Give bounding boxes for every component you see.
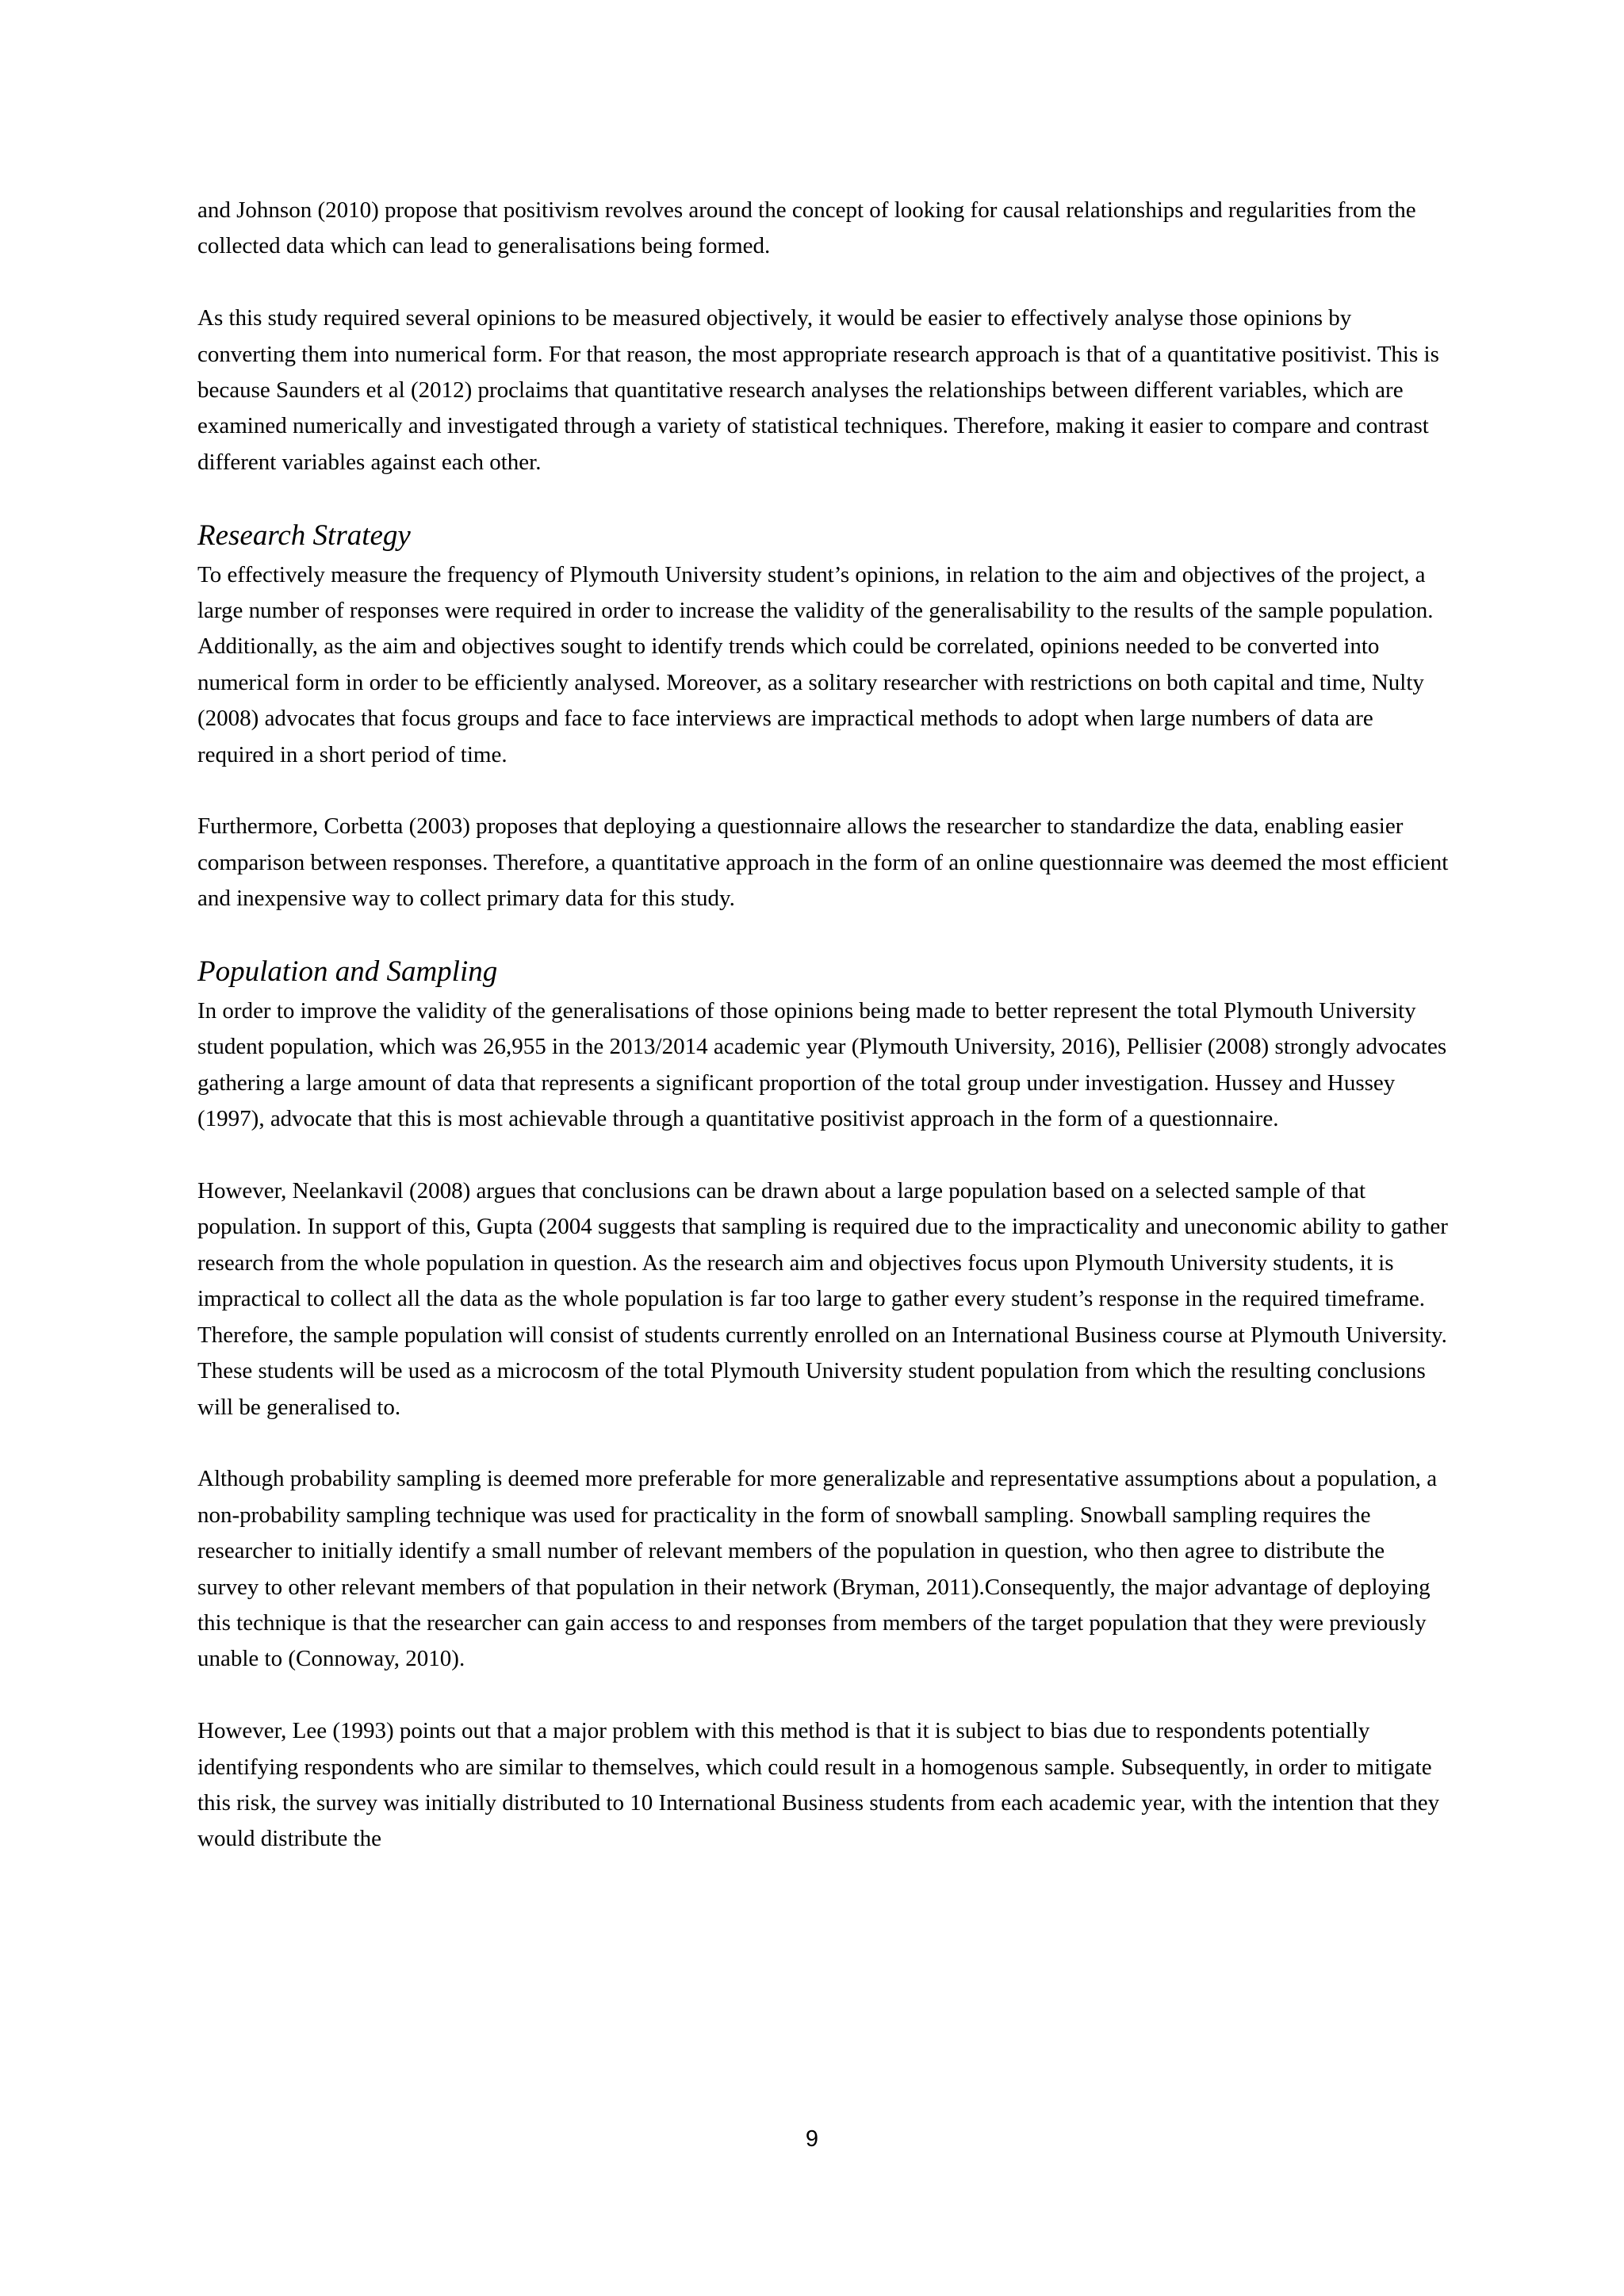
population-sampling-paragraph-1: In order to improve the validity of the generalisations of those opinions being made to better represent the total Plymouth University student population, which was 26,955 in the 2013/2014 academic year (Plymouth University, 2016), Pellisier (2008) strongly advocates gathering a large amount of data that represents a significant proportion of the total group under investigation. Hussey and Hussey (1997), advocate that this is most achievable through a quantitative positivist approach in the form of a questionnaire. (197, 998, 1447, 1132)
research-strategy-paragraph-1: To effectively measure the frequency of Plymouth University student’s opinions, in relation to the aim and objectives of the project, a large number of responses were required in order to increase the validity of the generalisability to the results of the sample population. Additionally, as the aim and objectives sought to identify trends which could be correlated, opinions needed to be converted into numerical form in order to be efficiently analysed. Moreover, as a solitary researcher with restrictions on both capital and time, Nulty (2008) advocates that focus groups and face to face interviews are impractical methods to adopt when large numbers of data are required in a short period of time. (197, 561, 1434, 767)
page-body (197, 193, 1450, 1893)
page-number: 9 (805, 2126, 819, 2152)
intro-paragraph-1: and Johnson (2010) propose that positivism revolves around the concept of looking for causal relationships and regularities from the collected data which can lead to generalisations being formed. (197, 197, 1416, 259)
research-strategy-paragraph-2: Furthermore, Corbetta (2003) proposes that deploying a questionnaire allows the researcher to standardize the data, enabling easier comparison between responses. Therefore, a quantitative approach in the form of an online questionnaire was deemed the most efficient and inexpensive way to collect primary data for this study. (197, 813, 1449, 912)
heading-research-strategy: Research Strategy (197, 519, 411, 552)
intro-paragraph-2: As this study required several opinions to be measured objectively, it would be easier to effectively analyse those opinions by converting them into numerical form. For that reason, the most appropriate research approach is that of a quantitative positivist. This is because Saunders et al (2012) proclaims that quantitative research analyses the relationships between different variables, which are examined numerically and investigated through a variety of statistical techniques. Therefore, making it easier to compare and contrast different variables against each other. (197, 305, 1439, 475)
population-sampling-paragraph-2: However, Neelankavil (2008) argues that conclusions can be drawn about a large population based on a selected sample of that population. In support of this, Gupta (2004 suggests that sampling is required due to the impracticality and uneconomic ability to gather research from the whole population in question. As the research aim and objectives focus upon Plymouth University students, it is impractical to collect all the data as the whole population is far too large to gather every student’s response in the required timeframe. Therefore, the sample population will consist of students currently enrolled on an International Business course at Plymouth University. These students will be used as a microcosm of the total Plymouth University student population from which the resulting conclusions will be generalised to. (197, 1178, 1448, 1420)
population-sampling-paragraph-3: Although probability sampling is deemed more preferable for more generalizable and representative assumptions about a population, a non-probability sampling technique was used for practicality in the form of snowball sampling. Snowball sampling requires the researcher to initially identify a small number of relevant members of the population in question, who then agree to distribute the survey to other relevant members of that population in their network (Bryman, 2011).Consequently, the major advantage of deploying this technique is that the researcher can gain access to and responses from members of the target population that they were previously unable to (Connoway, 2010). (197, 1466, 1438, 1672)
population-sampling-paragraph-4: However, Lee (1993) points out that a major problem with this method is that it is subject to bias due to respondents potentially identifying respondents who are similar to themselves, which could result in a homogenous sample. Subsequently, in order to mitigate this risk, the survey was initially distributed to 10 International Business students from each academic year, with the intention that they would distribute the (197, 1718, 1440, 1852)
heading-population-sampling: Population and Sampling (197, 955, 498, 989)
